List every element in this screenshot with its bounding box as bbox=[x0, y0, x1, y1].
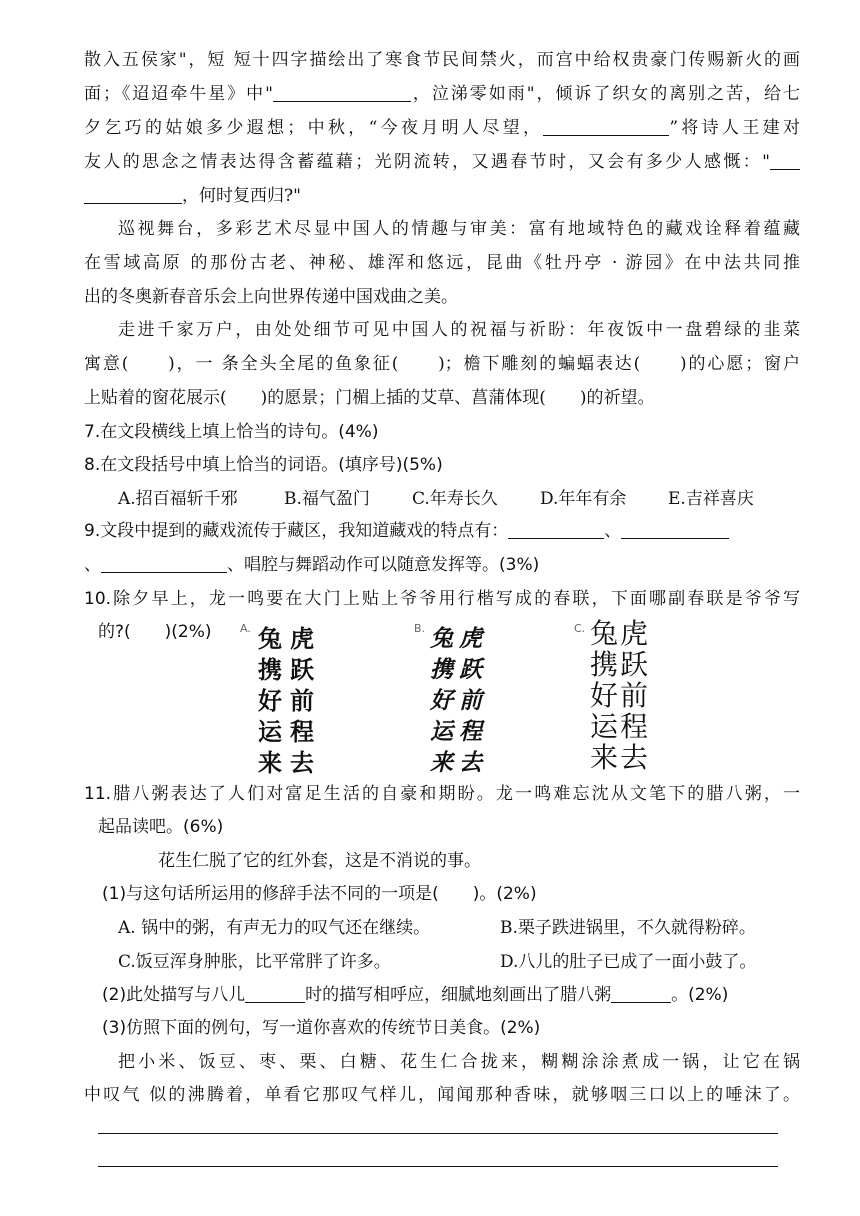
q8-option-b[interactable]: B.福气盈门 bbox=[284, 489, 370, 509]
q9-blank-3[interactable] bbox=[101, 554, 227, 573]
couplet-a-row-4: 运程 bbox=[258, 718, 322, 746]
couplet-b-letter: B. bbox=[414, 622, 426, 635]
q11-sub-3: (3)仿照下面的例句，写一道你喜欢的传统节日美食。(2%) bbox=[102, 1018, 541, 1038]
couplet-c-row-5: 来去 bbox=[590, 741, 651, 774]
question-9-line-2: 、 、唱腔与舞蹈动作可以随意发挥等。(3%) bbox=[84, 555, 540, 575]
para-b-line-2: 在雪域高原 的那份古老、神秘、雄浑和悠远，昆曲《牡丹亭 · 游园》在中法共同推 bbox=[84, 253, 800, 273]
couplet-c-row-3: 好前 bbox=[590, 679, 651, 712]
poem-blank-2[interactable] bbox=[543, 117, 669, 136]
q11-sub-2: (2)此处描写与八儿 时的描写相呼应，细腻地刻画出了腊八粥 。(2%) bbox=[102, 985, 729, 1005]
q9-blank-2[interactable] bbox=[621, 520, 729, 539]
couplet-c-row-2: 携跃 bbox=[590, 648, 651, 681]
answer-line-1[interactable] bbox=[98, 1133, 778, 1134]
question-7: 7.在文段横线上填上恰当的诗句。(4%) bbox=[84, 422, 379, 442]
question-10-line-1: 10.除夕早上，龙一鸣要在大门上贴上爷爷用行楷写成的春联，下面哪副春联是爷爷写 bbox=[84, 589, 800, 609]
q8-option-e[interactable]: E.吉祥喜庆 bbox=[668, 489, 754, 509]
couplet-c-row-1: 兔虎 bbox=[590, 617, 651, 650]
couplet-c-letter: C. bbox=[574, 622, 586, 635]
q11-option-d[interactable]: D.八儿的肚子已成了一面小鼓了。 bbox=[500, 952, 757, 972]
couplet-b-row-5: 来去 bbox=[430, 749, 488, 776]
para-a-line-4: 友人的思念之情表达得含蓄蕴藉；光阴流转，又遇春节时，又会有多少人感慨：" bbox=[84, 150, 800, 174]
q8-option-d[interactable]: D.年年有余 bbox=[540, 489, 627, 509]
q11-option-b[interactable]: B.栗子跌进锅里，不久就得粉碎。 bbox=[500, 918, 756, 938]
poem-blank-1[interactable] bbox=[273, 83, 411, 102]
q11-quote: 花生仁脱了它的红外套，这是不消说的事。 bbox=[158, 851, 481, 871]
couplet-a-row-1: 兔虎 bbox=[258, 625, 322, 653]
couplet-a-letter: A. bbox=[240, 622, 251, 635]
question-10-line-2: 的?( )(2%) bbox=[98, 622, 212, 642]
q8-option-a[interactable]: A.招百福斩千邪 bbox=[118, 489, 238, 509]
question-11-line-2: 起品读吧。(6%) bbox=[98, 817, 224, 837]
couplet-b-row-1: 兔虎 bbox=[430, 625, 488, 652]
couplet-a-row-3: 好前 bbox=[258, 687, 322, 715]
para-b-line-3: 出的冬奥新春音乐会上向世界传递中国戏曲之美。 bbox=[84, 287, 458, 307]
para-c-line-3: 上贴着的窗花展示( )的愿景；门楣上插的艾草、菖蒲体现( )的祈望。 bbox=[84, 388, 655, 408]
para-a-line-1: 散入五侯家"，短 短十四字描绘出了寒食节民间禁火，而宫中给权贵豪门传赐新火的画 bbox=[84, 50, 800, 70]
couplet-b-row-3: 好前 bbox=[430, 687, 488, 714]
q11-option-a[interactable]: A. 锅中的粥，有声无力的叹气还在继续。 bbox=[118, 918, 431, 938]
question-8: 8.在文段括号中填上恰当的词语。(填序号)(5%) bbox=[84, 455, 443, 475]
para-b-line-1: 巡视舞台，多彩艺术尽显中国人的情趣与审美：富有地域特色的藏戏诠释着蕴藏 bbox=[118, 219, 800, 239]
q11-example-line-2: 中叹气 似的沸腾着，单看它那叹气样儿，闻闻那种香味，就够咽三口以上的唾沫了。 bbox=[84, 1085, 800, 1105]
q11-blank-2[interactable] bbox=[611, 984, 671, 1003]
q8-option-c[interactable]: C.年寿长久 bbox=[412, 489, 498, 509]
couplet-c-row-4: 运程 bbox=[590, 710, 651, 743]
para-c-line-1: 走进千家万户，由处处细节可见中国人的祝福与祈盼：年夜饭中一盘碧绿的韭菜 bbox=[118, 320, 800, 340]
para-a-line-5: ，何时复西归?" bbox=[84, 184, 800, 208]
couplet-b-row-2: 携跃 bbox=[430, 656, 488, 683]
poem-blank-3b[interactable] bbox=[84, 185, 182, 204]
q11-sub-1: (1)与这句话所运用的修辞手法不同的一项是( )。(2%) bbox=[102, 884, 537, 904]
question-11-line-1: 11.腊八粥表达了人们对富足生活的自豪和期盼。龙一鸣难忘沈从文笔下的腊八粥，一 bbox=[84, 784, 800, 804]
para-a-line-2: 面；《迢迢牵牛星》中" ，泣涕零如雨"，倾诉了织女的离别之苦，给七 bbox=[84, 84, 800, 104]
poem-blank-3a[interactable] bbox=[770, 151, 800, 170]
answer-line-2[interactable] bbox=[98, 1166, 778, 1167]
couplet-a-row-2: 携跃 bbox=[258, 656, 322, 684]
q11-blank-1[interactable] bbox=[245, 984, 305, 1003]
couplet-b-row-4: 运程 bbox=[430, 718, 488, 745]
para-a-line-3: 夕乞巧的姑娘多少遐想；中秋，“今夜月明人尽望， ”将诗人王建对 bbox=[84, 118, 800, 138]
question-9-line-1: 9.文段中提到的藏戏流传于藏区，我知道藏戏的特点有： 、 bbox=[84, 519, 800, 543]
q11-example-line-1: 把小米、饭豆、枣、栗、白糖、花生仁合拢来，糊糊涂涂煮成一锅，让它在锅 bbox=[118, 1052, 800, 1072]
q11-option-c[interactable]: C.饭豆浑身肿胀，比平常胖了许多。 bbox=[118, 952, 391, 972]
couplet-a-row-5: 来去 bbox=[258, 749, 322, 777]
q9-blank-1[interactable] bbox=[508, 520, 604, 539]
para-c-line-2: 寓意( )，一 条全头全尾的鱼象征( )；檐下雕刻的蝙蝠表达( )的心愿；窗户 bbox=[84, 354, 800, 374]
